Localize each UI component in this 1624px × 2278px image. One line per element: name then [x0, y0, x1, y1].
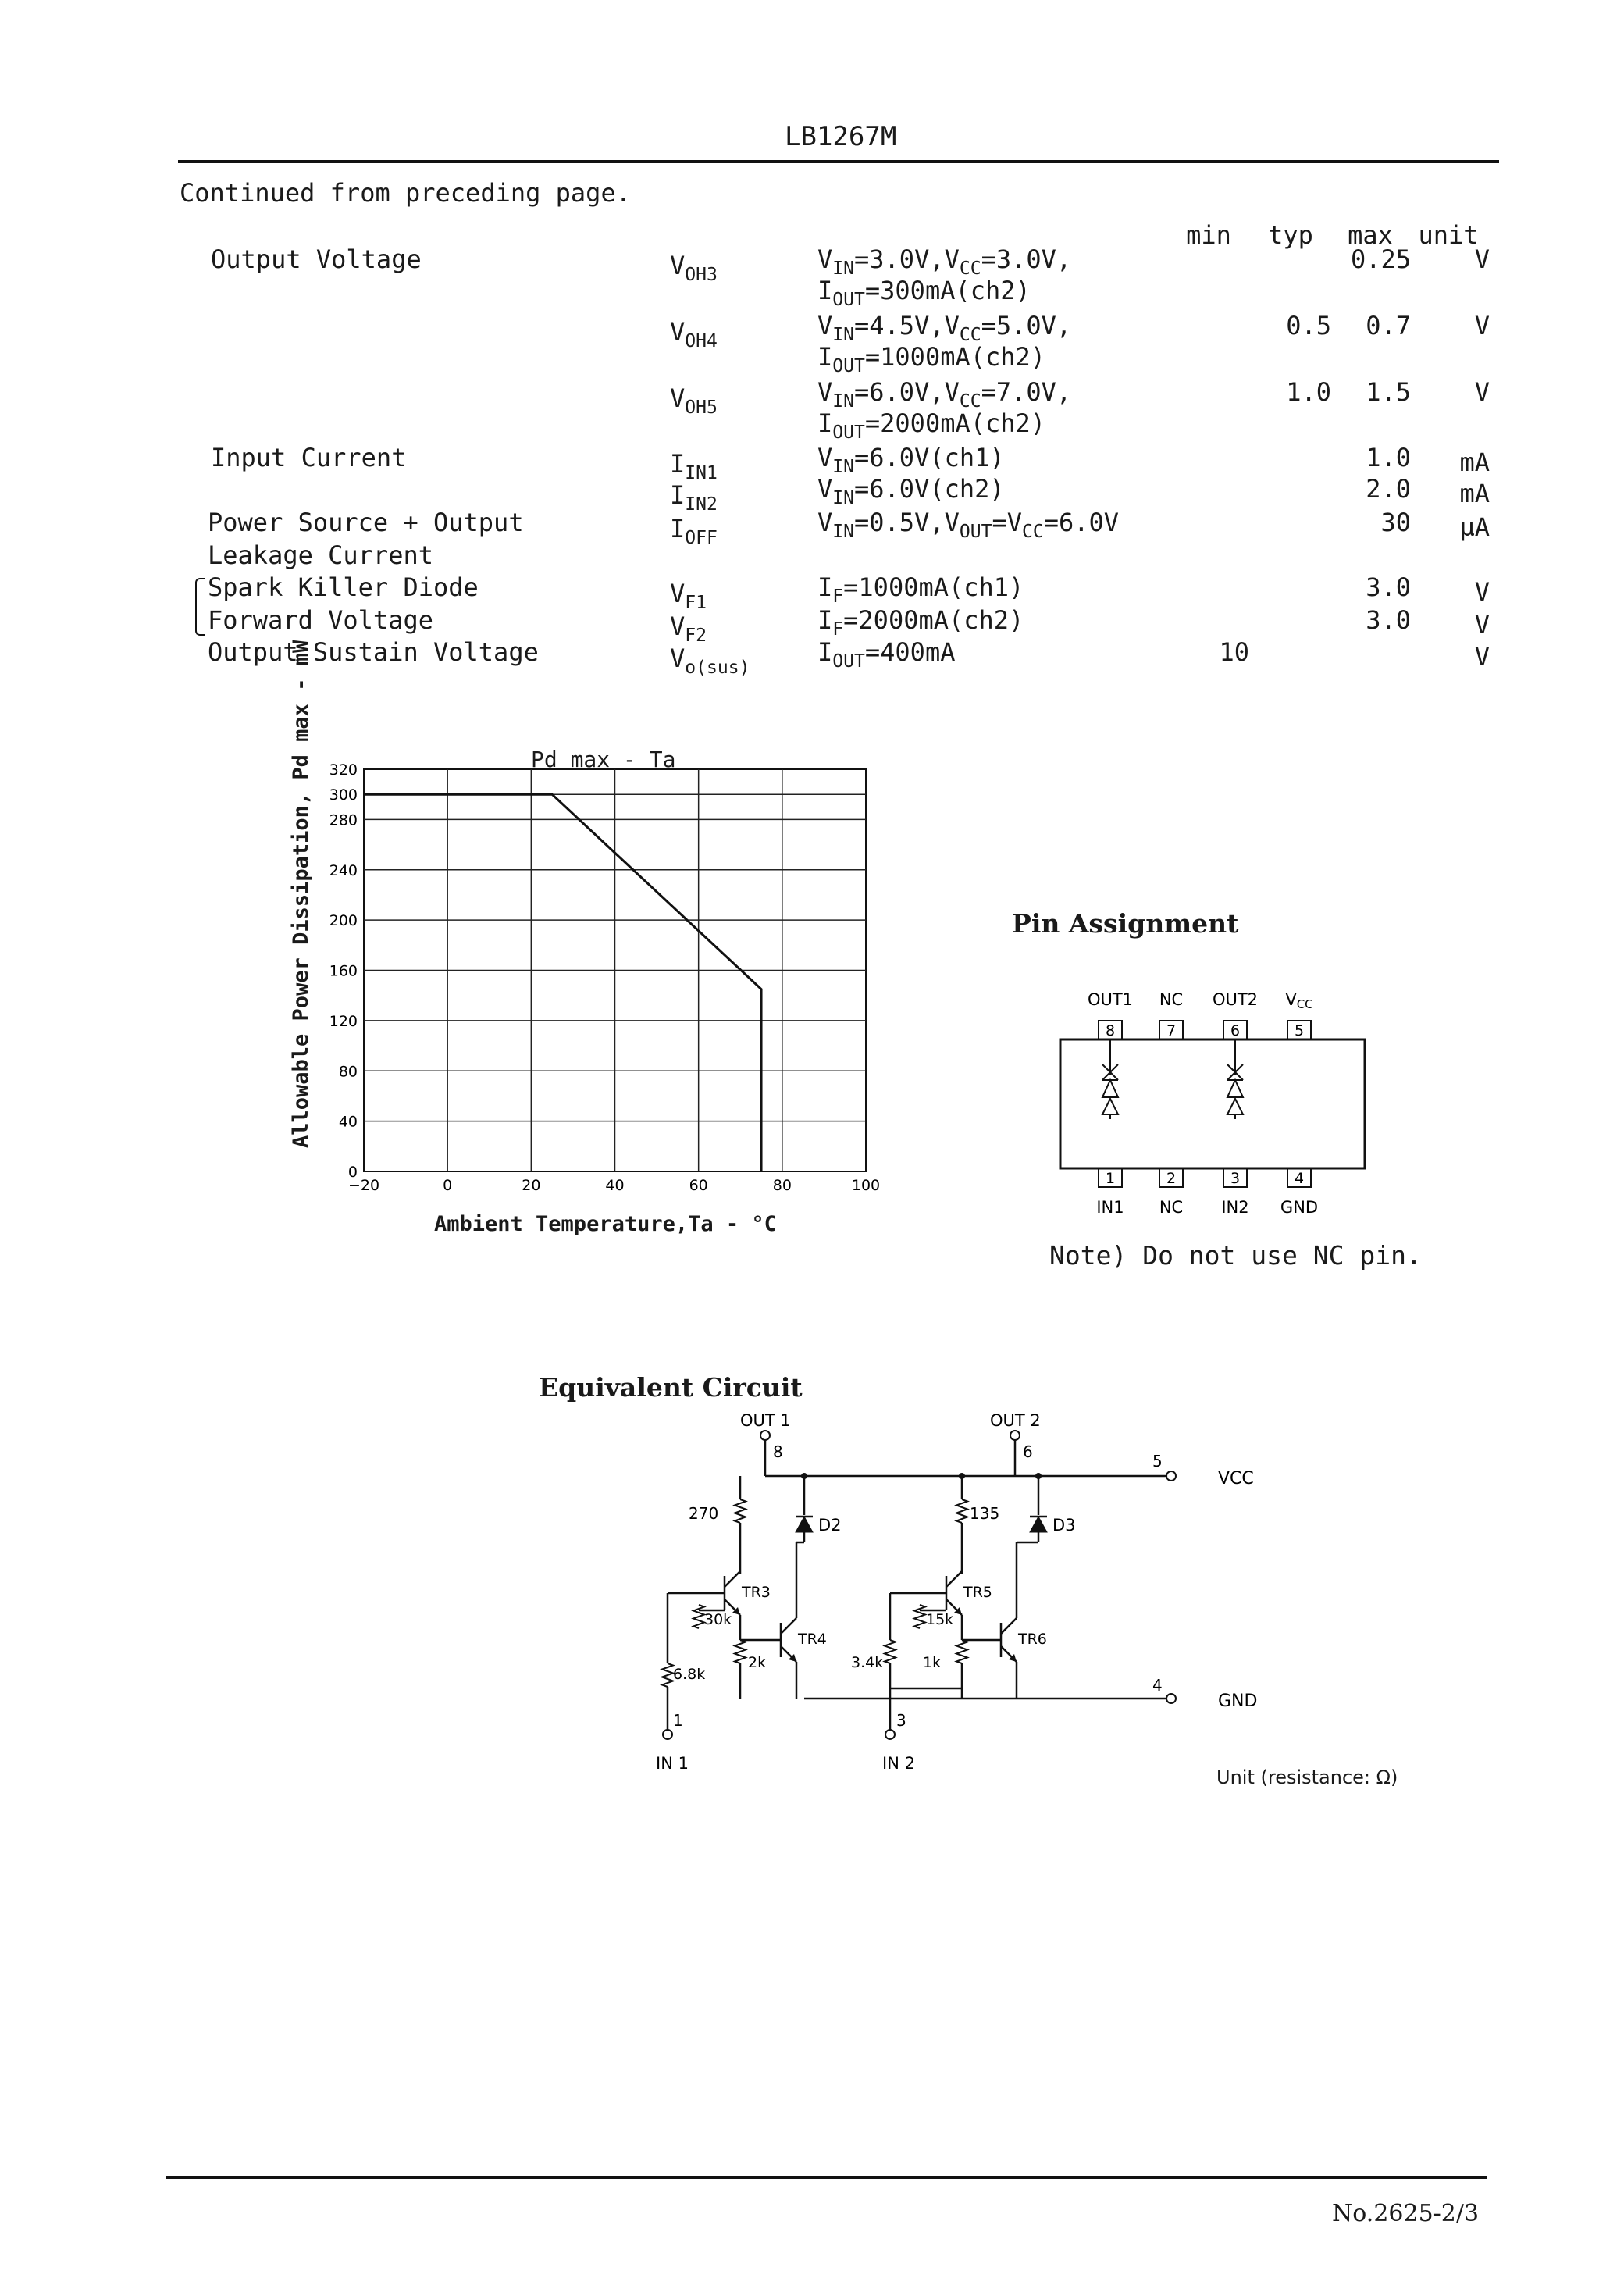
resistor-icon	[662, 1663, 673, 1687]
column-header-unit: unit	[1418, 220, 1479, 250]
page-reference: No.2625-2/3	[1332, 2200, 1480, 2227]
column-header-max: max	[1348, 220, 1393, 250]
y-tick-label: 200	[329, 912, 358, 930]
footer-rule	[166, 2176, 1487, 2179]
param-symbol: $I_{IN1}$	[670, 449, 718, 484]
param-symbol: $V_{F1}$	[670, 579, 707, 614]
param-name: Power Source + Output	[208, 508, 524, 537]
terminal	[760, 1431, 770, 1440]
transistor-collector	[946, 1571, 962, 1587]
resistor-icon	[735, 1640, 746, 1663]
param-name: Output Voltage	[211, 244, 422, 274]
terminal	[1010, 1431, 1020, 1440]
diode-icon	[1227, 1080, 1243, 1097]
test-condition: $I_{OUT}=400mA$	[817, 637, 956, 672]
param-name: Forward Voltage	[208, 605, 433, 635]
pin-number: 3	[1230, 1170, 1241, 1187]
tr4-label: TR4	[798, 1631, 827, 1648]
r30k-label: 30k	[704, 1611, 732, 1628]
transistor-collector	[725, 1571, 740, 1587]
param-name: Output Sustain Voltage	[208, 637, 539, 667]
test-condition: $I_F=2000mA(ch2)$	[817, 605, 1024, 640]
pin-label: 5	[1152, 1452, 1163, 1471]
x-tick-label: 60	[689, 1177, 708, 1194]
resistor-icon	[735, 1499, 746, 1523]
in2-label: IN 2	[882, 1754, 915, 1773]
pin-label: IN2	[1221, 1198, 1249, 1217]
junction-dot	[1035, 1473, 1042, 1479]
param-symbol: $V_{F2}$	[670, 611, 707, 647]
pin-number: 8	[1105, 1022, 1116, 1039]
r34k-label: 3.4k	[851, 1654, 884, 1671]
graph-ylabel: Allowable Power Dissipation, Pd max - mW	[289, 640, 313, 1148]
value-max: 0.7	[1366, 311, 1411, 340]
value-max: 3.0	[1366, 572, 1411, 602]
graph-title: Pd max - Ta	[531, 747, 676, 772]
diode-icon	[796, 1517, 813, 1532]
pin-number: 7	[1166, 1022, 1177, 1039]
transistor-collector	[781, 1618, 796, 1634]
x-tick-label: 100	[851, 1177, 881, 1194]
param-name: Leakage Current	[208, 540, 433, 570]
diode-icon	[1227, 1099, 1243, 1114]
in1-label: IN 1	[656, 1754, 689, 1773]
y-tick-label: 300	[329, 786, 358, 804]
pin-label: NC	[1159, 990, 1184, 1009]
terminal	[885, 1730, 895, 1739]
part-number-header: LB1267M	[785, 121, 897, 152]
r2k-label: 2k	[748, 1654, 767, 1671]
value-unit: V	[1474, 377, 1490, 407]
pin-label: OUT2	[1212, 990, 1259, 1009]
value-unit: V	[1474, 577, 1490, 607]
resistor-icon	[693, 1605, 704, 1628]
pin-label: 8	[773, 1442, 783, 1461]
x-tick-label: 20	[522, 1177, 541, 1194]
y-tick-label: 120	[329, 1012, 358, 1030]
y-tick-label: 40	[338, 1113, 358, 1131]
transistor-collector	[1001, 1618, 1017, 1634]
test-condition: $V_{IN}=6.0V,V_{CC}=7.0V$,	[817, 377, 1072, 412]
r1k-label: 1k	[923, 1654, 942, 1671]
vcc-label: VCC	[1218, 1469, 1254, 1488]
graph-xlabel: Ambient Temperature,Ta - °C	[434, 1212, 777, 1236]
column-header-min: min	[1186, 220, 1231, 250]
test-condition: $I_F=1000mA(ch1)$	[817, 572, 1024, 608]
r68k-label: 6.8k	[673, 1666, 706, 1683]
pin-assignment-title: Pin Assignment	[1012, 908, 1239, 939]
value-max: 0.25	[1350, 244, 1411, 274]
pin-note: Note) Do not use NC pin.	[1049, 1240, 1422, 1271]
junction-dot	[801, 1473, 807, 1479]
value-unit: V	[1474, 311, 1490, 340]
d2-label: D2	[818, 1516, 842, 1535]
y-tick-label: 320	[329, 761, 358, 779]
terminal	[663, 1730, 672, 1739]
test-condition: $V_{IN}=6.0V(ch2)$	[817, 474, 1005, 509]
value-max: 30	[1380, 508, 1411, 537]
x-tick-label: 0	[443, 1177, 453, 1194]
x-tick-label: −20	[347, 1177, 380, 1194]
y-tick-label: 280	[329, 811, 358, 829]
test-condition: $V_{IN}=0.5V,V_{OUT}=V_{CC}=6.0V$	[817, 508, 1120, 543]
test-condition: $V_{IN}=3.0V,V_{CC}=3.0V$,	[817, 244, 1072, 280]
value-unit: V	[1474, 244, 1490, 274]
pd-ta-chart	[265, 761, 890, 1253]
terminal	[1166, 1694, 1176, 1703]
resistor-icon	[956, 1640, 967, 1663]
pin-label: 1	[673, 1711, 683, 1730]
pin-number: 2	[1166, 1170, 1177, 1187]
test-condition-2: $I_{OUT}=2000mA(ch2)$	[817, 408, 1046, 444]
value-max: 3.0	[1366, 605, 1411, 635]
pin-number: 1	[1105, 1170, 1116, 1187]
param-symbol: $V_{OH5}$	[670, 383, 718, 419]
pin-number: 5	[1294, 1022, 1305, 1039]
resistor-icon	[914, 1605, 925, 1628]
pin-label: 6	[1023, 1442, 1033, 1461]
param-name: Input Current	[211, 443, 407, 472]
pin-number: 4	[1294, 1170, 1305, 1187]
diode-icon	[1102, 1099, 1118, 1114]
out1-label: OUT 1	[740, 1411, 791, 1430]
equivalent-circuit-title: Equivalent Circuit	[539, 1372, 803, 1403]
y-tick-label: 240	[329, 861, 358, 879]
pin-number: 6	[1230, 1022, 1241, 1039]
gnd-label: GND	[1218, 1692, 1258, 1711]
pin-label: GND	[1280, 1198, 1319, 1217]
value-max: 1.0	[1366, 443, 1411, 472]
y-tick-label: 160	[329, 962, 358, 980]
r270-label: 270	[689, 1504, 719, 1523]
param-symbol: $I_{OFF}$	[670, 514, 718, 549]
value-unit: V	[1474, 610, 1490, 640]
value-unit: mA	[1459, 447, 1490, 477]
r135-label: 135	[970, 1504, 1000, 1523]
value-typ: 0.5	[1286, 311, 1331, 340]
d3-label: D3	[1052, 1516, 1076, 1535]
pin-label: OUT1	[1087, 990, 1134, 1009]
param-name: Spark Killer Diode	[208, 572, 479, 602]
value-max: 1.5	[1366, 377, 1411, 407]
value-unit: µA	[1459, 512, 1490, 542]
terminal	[1166, 1471, 1176, 1481]
pin-label: VCC	[1285, 990, 1313, 1011]
header-rule	[178, 160, 1499, 163]
test-condition: $V_{IN}=4.5V,V_{CC}=5.0V$,	[817, 311, 1072, 346]
pin-label: NC	[1159, 1198, 1184, 1217]
y-tick-label: 80	[338, 1063, 358, 1081]
series-line	[364, 794, 761, 1171]
value-unit: V	[1474, 642, 1490, 672]
test-condition-2: $I_{OUT}=300mA(ch2)$	[817, 276, 1031, 311]
resistor-icon	[885, 1640, 896, 1663]
r15k-label: 15k	[926, 1611, 954, 1628]
tr3-label: TR3	[742, 1584, 771, 1601]
continued-note: Continued from preceding page.	[180, 178, 631, 208]
out2-label: OUT 2	[990, 1411, 1041, 1430]
y-tick-label: 0	[347, 1164, 358, 1181]
value-max: 2.0	[1366, 474, 1411, 504]
param-symbol: $I_{IN2}$	[670, 480, 718, 515]
tr6-label: TR6	[1018, 1631, 1047, 1648]
test-condition-2: $I_{OUT}=1000mA(ch2)$	[817, 342, 1046, 377]
tr5-label: TR5	[963, 1584, 992, 1601]
diode-icon	[1030, 1517, 1047, 1532]
pin-assignment-diagram	[1046, 980, 1374, 1230]
param-symbol: $V_{OH3}$	[670, 251, 718, 286]
pin-label: IN1	[1096, 1198, 1124, 1217]
value-min: 10	[1219, 637, 1249, 667]
column-header-typ: typ	[1268, 220, 1313, 250]
param-symbol: $V_{OH4}$	[670, 317, 718, 352]
x-tick-label: 40	[605, 1177, 625, 1194]
package-body	[1060, 1039, 1365, 1168]
x-tick-label: 80	[772, 1177, 792, 1194]
resistor-icon	[956, 1499, 967, 1523]
junction-dot	[959, 1473, 965, 1479]
value-unit: mA	[1459, 479, 1490, 508]
param-symbol: $V_{o(sus)}$	[670, 643, 750, 679]
pin-label: 3	[896, 1711, 906, 1730]
value-typ: 1.0	[1286, 377, 1331, 407]
pin-label: 4	[1152, 1676, 1163, 1695]
diode-icon	[1102, 1080, 1118, 1097]
test-condition: $V_{IN}=6.0V(ch1)$	[817, 443, 1005, 478]
unit-note: Unit (resistance: Ω)	[1216, 1766, 1398, 1788]
group-bracket	[195, 578, 205, 636]
equivalent-circuit-diagram	[625, 1406, 1258, 1796]
